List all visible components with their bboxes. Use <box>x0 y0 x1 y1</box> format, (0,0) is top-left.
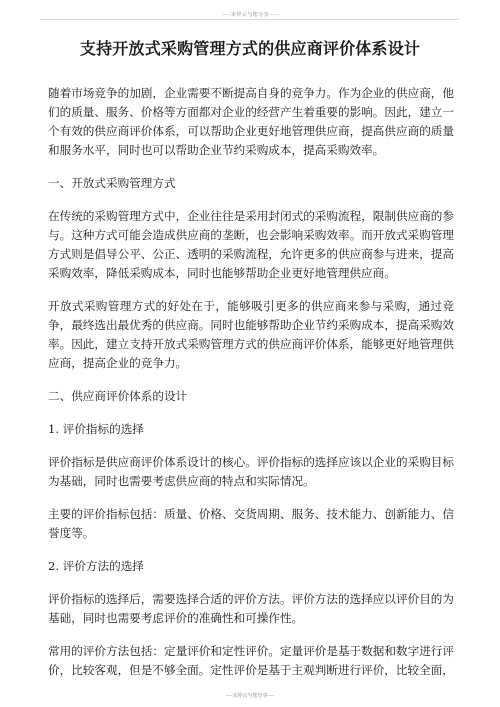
subsection-heading-1: 1. 评价指标的选择 <box>48 422 144 436</box>
paragraph: 评价指标是供应商评价体系设计的核心。评价指标的选择应该以企业的采购目标为基础，同时也需要考虑供应商的特点和实际情况。 <box>48 455 454 488</box>
paragraph: 开放式采购管理方式的好处在于，能够吸引更多的供应商来参与采购，通过竞争，最终选出最优秀的供应商。同时也能够帮助企业节约采购成本，提高采购效率。因此，建立支持开放式采购管理方式的供应商评价体系，能够更好地管理供应商，提高企业的竞争力。 <box>48 299 454 370</box>
paragraph: 主要的评价指标包括：质量、价格、交货周期、服务、技术能力、创新能力、信誉度等。 <box>48 507 454 540</box>
intro-paragraph: 随着市场竞争的加剧，企业需要不断提高自身的竞争力。作为企业的供应商，他们的质量、服务、价格等方面都对企业的经营产生着重要的影响。因此，建立一个有效的供应商评价体系，可以帮助企业更好地管理供应商，提高供应商的质量和服务水平，同时也可以帮助企业节约采购成本，提高采购效率。 <box>48 86 454 157</box>
paragraph: 评价指标的选择后，需要选择合适的评价方法。评价方法的选择应以评价目的为基础，同时也需要考虑评价的准确性和可操作性。 <box>48 592 454 625</box>
paragraph: 常用的评价方法包括：定量评价和定性评价。定量评价是基于数据和数字进行评价，比较客观，但是不够全面。定性评价是基于主观判断进行评价，比较全面， <box>48 644 454 677</box>
section-heading-1: 一、开放式采购管理方式 <box>48 176 176 190</box>
section-heading-2: 二、供应商评价体系的设计 <box>48 389 188 403</box>
header-divider <box>40 19 460 20</box>
page-footer: ----宋停云与您分享---- <box>225 693 275 699</box>
document-title: 支持开放式采购管理方式的供应商评价体系设计 <box>79 39 421 58</box>
document-body <box>48 84 454 694</box>
page-header: ----宋停云与您分享---- <box>221 12 279 18</box>
paragraph: 在传统的采购管理方式中，企业往往是采用封闭式的采购流程，限制供应商的参与。这种方式可能会造成供应商的垄断，也会影响采购效率。而开放式采购管理方式则是倡导公平、公正、透明的采购流程，允许更多的供应商参与进来，提高采购效率，降低采购成本，同时也能够帮助企业更好地管理供应商。 <box>48 209 454 280</box>
subsection-heading-2: 2. 评价方法的选择 <box>48 559 144 573</box>
